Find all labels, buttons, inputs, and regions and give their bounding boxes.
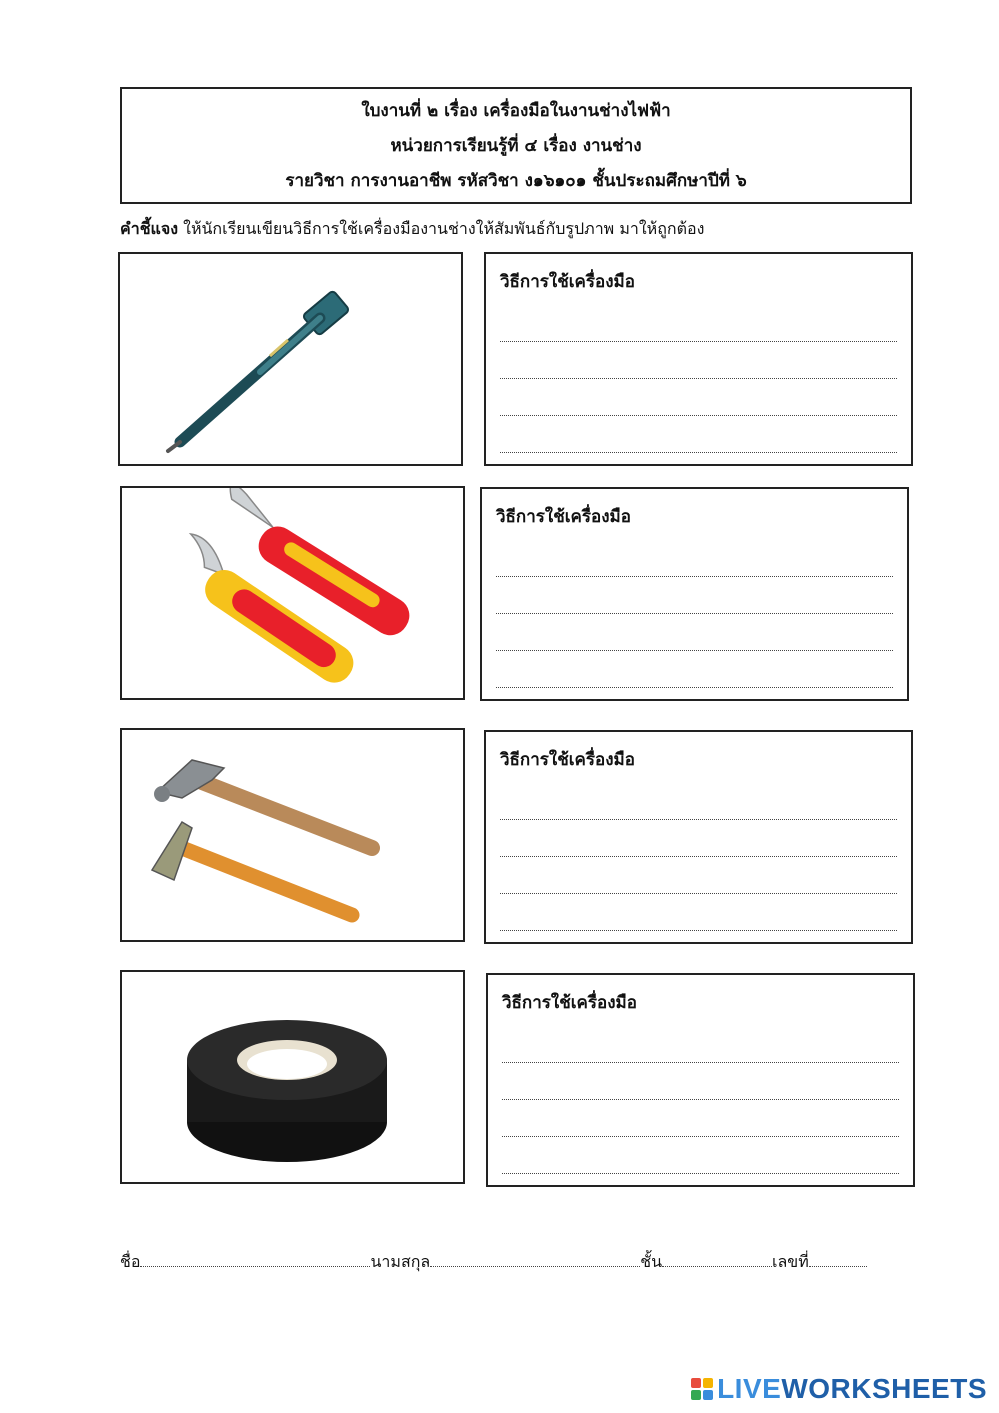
answer-line[interactable]: [500, 783, 897, 820]
answer-line[interactable]: [500, 820, 897, 857]
cable-stripping-knife-icon: [122, 488, 463, 698]
header-unit: หน่วยการเรียนรู้ที่ ๔ เรื่อง งานช่าง: [390, 136, 642, 156]
surname-label: นามสกุล: [370, 1252, 431, 1271]
electrical-tape-icon: [122, 972, 463, 1182]
answer-line[interactable]: [496, 614, 893, 651]
header-subject: รายวิชา การงานอาชีพ รหัสวิชา ง๑๖๑๐๑ ชั้นประถมศึกษาปีที่ ๖: [285, 171, 747, 191]
instruction-label: คำชี้แจง: [120, 219, 179, 238]
class-label: ชั้น: [640, 1252, 662, 1271]
answer-box-4: [486, 973, 915, 1187]
answer-line[interactable]: [500, 305, 897, 342]
logo-text-worksheets: WORKSHEETS: [781, 1373, 987, 1404]
answer-line[interactable]: [502, 1026, 899, 1063]
worksheet-header: [120, 87, 912, 204]
answer-line[interactable]: [496, 651, 893, 688]
answer-line[interactable]: [500, 416, 897, 453]
tool-image-2: [120, 486, 465, 700]
tool-image-4: [120, 970, 465, 1184]
answer-box-3: [484, 730, 913, 944]
answer-line[interactable]: [502, 1063, 899, 1100]
voltage-tester-screwdriver-icon: [120, 254, 461, 464]
liveworksheets-logo: [691, 1373, 987, 1405]
instruction-text: ให้นักเรียนเขียนวิธีการใช้เครื่องมืองานช่างให้สัมพันธ์กับรูปภาพ มาให้ถูกต้อง: [178, 219, 705, 238]
name-field[interactable]: [140, 1252, 370, 1267]
answer-line[interactable]: [500, 342, 897, 379]
logo-mark-icon: [691, 1378, 713, 1400]
answer-box-2: [480, 487, 909, 701]
number-label: เลขที่: [772, 1252, 809, 1271]
instruction: [120, 217, 704, 242]
tool-image-1: [118, 252, 463, 466]
name-label: ชื่อ: [120, 1252, 141, 1271]
logo-text-live: LIVE: [717, 1373, 782, 1404]
answer-line[interactable]: [496, 540, 893, 577]
answer-line[interactable]: [502, 1137, 899, 1174]
student-info-line: [120, 1250, 867, 1275]
answer-line[interactable]: [496, 577, 893, 614]
number-field[interactable]: [809, 1252, 867, 1267]
header-title: ใบงานที่ ๒ เรื่อง เครื่องมือในงานช่างไฟฟ้า: [361, 101, 671, 121]
class-field[interactable]: [662, 1252, 772, 1267]
answer-line[interactable]: [500, 379, 897, 416]
tool-image-3: [120, 728, 465, 942]
hammer-icon: [122, 730, 463, 940]
answer-heading: วิธีการใช้เครื่องมือ: [500, 750, 635, 770]
answer-heading: วิธีการใช้เครื่องมือ: [502, 993, 637, 1013]
answer-line[interactable]: [500, 894, 897, 931]
answer-line[interactable]: [500, 857, 897, 894]
answer-heading: วิธีการใช้เครื่องมือ: [500, 272, 635, 292]
answer-line[interactable]: [502, 1100, 899, 1137]
answer-box-1: [484, 252, 913, 466]
surname-field[interactable]: [430, 1252, 640, 1267]
answer-heading: วิธีการใช้เครื่องมือ: [496, 507, 631, 527]
